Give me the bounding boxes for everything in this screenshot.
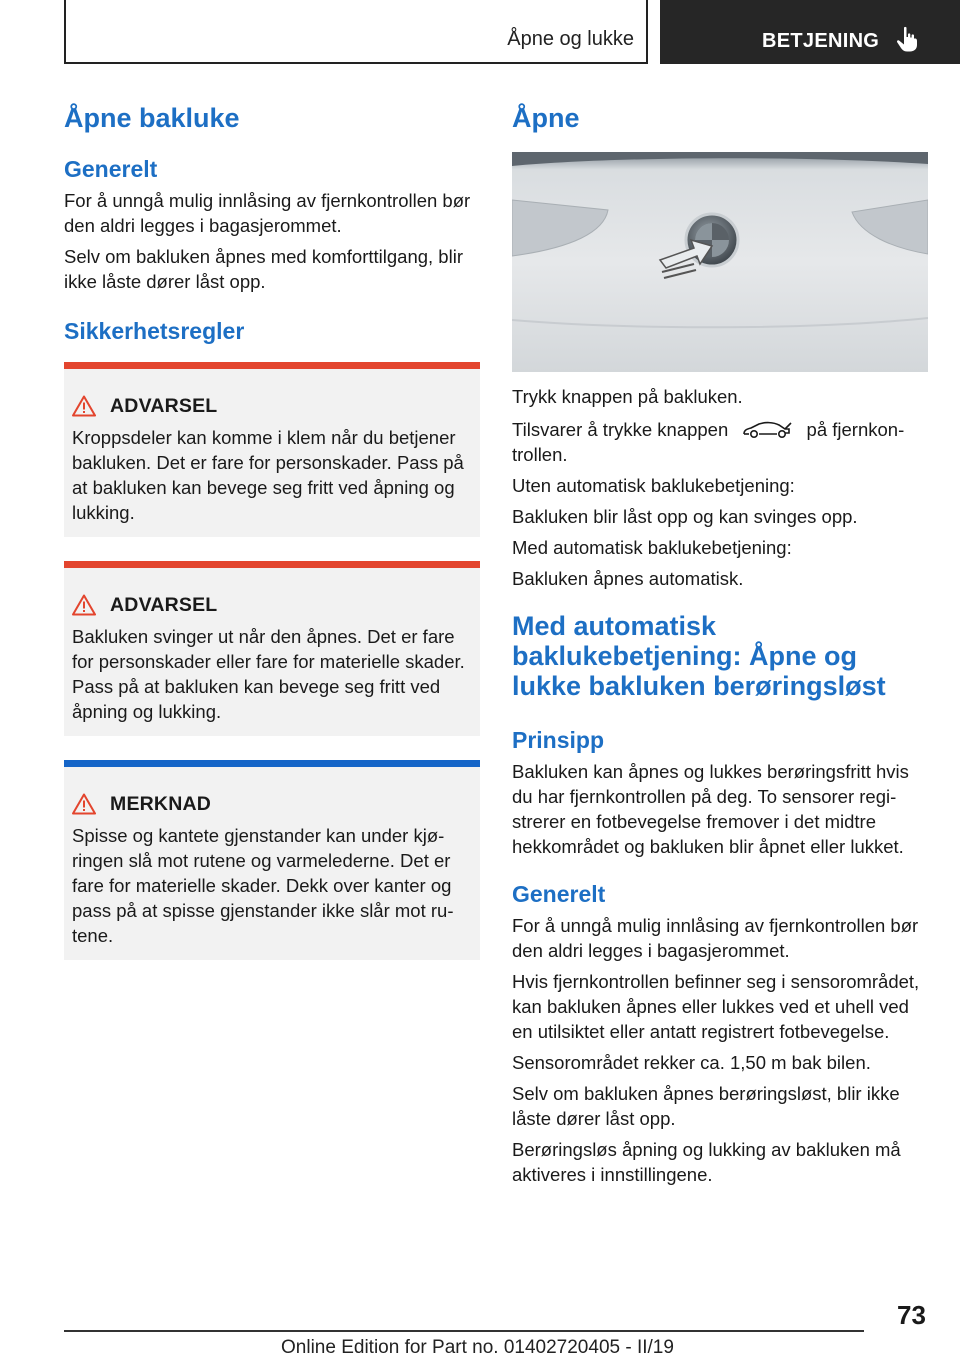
warning-triangle-icon (72, 594, 96, 616)
warning-triangle-icon (72, 395, 96, 417)
footer-edition: Online Edition for Part no. 01402720405 - II/19 (281, 1337, 674, 1358)
left-column (64, 100, 480, 960)
caution-triangle-icon (72, 793, 96, 815)
right-column (512, 100, 928, 1193)
generelt-paragraph-1: For å unngå mulig innlåsing av fjernkontrollen bør den aldri legges i bagasjerommet. (64, 190, 471, 236)
notice-text: Spisse og kantete gjenstander kan under kjøringen slå mot rutene og varmelederne. Det er fare for materielle skader. Dekk over kanter og pass på at spisse gjenstander ikke slår mot rutene. (72, 825, 454, 946)
open-paragraph-4: Bakluken blir låst opp og kan svinges opp. (512, 506, 858, 527)
hand-pointer-icon (896, 26, 918, 52)
open-paragraph-3: Uten automatisk baklukebetjening: (512, 475, 795, 496)
generelt2-paragraph-2: Hvis fjernkontrollen befinner seg i sensorområdet, kan bakluken åpnes eller lukkes ved et uhell ved en utilsiktet eller antatt registrert fotbevegelse. (512, 971, 920, 1042)
open-paragraph-2 (512, 417, 928, 467)
generelt2-paragraph-4: Selv om bakluken åpnes berøringsløst, blir ikke låste dører låst opp. (512, 1083, 900, 1129)
prinsipp-paragraph: Bakluken kan åpnes og lukkes berøringsfritt hvis du har fjernkontrollen på deg. To sensorer registrerer en fotbevegelse fremover i det midtre hekkområdet og bakluken blir åpnet eller lukket. (512, 761, 909, 857)
prinsipp-heading: Prinsipp (512, 727, 605, 753)
generelt2-paragraph-5: Berøringsløs åpning og lukking av bakluken må aktiveres i innstillingene. (512, 1139, 901, 1185)
generelt-heading: Generelt (64, 156, 158, 182)
header-chapter-title: BETJENING (762, 30, 880, 52)
generelt-paragraph-2: Selv om bakluken åpnes med komforttilgang, blir ikke låste dører låst opp. (64, 246, 463, 292)
info-notice (64, 760, 480, 960)
page-title: Åpne bakluke (64, 103, 240, 133)
warning-bar (64, 362, 480, 369)
generelt2-paragraph-3: Sensorområdet rekker ca. 1,50 m bak bilen. (512, 1052, 871, 1073)
open-paragraph-5: Med automatisk baklukebetjening: (512, 537, 792, 558)
open-title: Åpne (512, 103, 580, 133)
open-paragraph-2-end: på fjernkontrollen. (512, 419, 905, 465)
notice-header (64, 767, 480, 819)
generelt2-paragraph-1: For å unngå mulig innlåsing av fjernkontrollen bør den aldri legges i bagasjerommet. (512, 915, 919, 961)
notice-text: Bakluken svinger ut når den åpnes. Det er fare for personskader eller fare for materielle skader. Pass på at bakluken kan bevege seg fritt ved åpning og lukking. (72, 626, 465, 722)
car-tailgate-key-icon (741, 420, 793, 440)
touchless-title: Med automatisk baklukebetjening: Åpne og lukke bakluken berøringsløst (512, 611, 886, 701)
notice-header (64, 369, 480, 421)
tailgate-button-photo (512, 152, 928, 372)
header-section-title: Åpne og lukke (507, 28, 634, 50)
info-bar (64, 760, 480, 767)
notice-label: ADVARSEL (110, 394, 218, 417)
page-number: 73 (897, 1300, 926, 1330)
notice-label: ADVARSEL (110, 593, 218, 616)
footer-divider (64, 1330, 864, 1332)
safety-heading: Sikkerhetsregler (64, 318, 245, 344)
generelt-heading-2: Generelt (512, 881, 606, 907)
warning-notice-1 (64, 362, 480, 537)
warning-notice-2 (64, 561, 480, 736)
header-chapter-box (660, 0, 960, 64)
notice-label: MERKNAD (110, 792, 212, 815)
open-paragraph-1: Trykk knappen på bakluken. (512, 386, 743, 407)
header-section-box (64, 0, 648, 64)
open-paragraph-6: Bakluken åpnes automatisk. (512, 568, 744, 589)
notice-header (64, 568, 480, 620)
notice-text: Kroppsdeler kan komme i klem når du betjener bakluken. Det er fare for personskader. Pass på at bakluken kan bevege seg fritt ved åpning og lukking. (72, 427, 464, 523)
warning-bar (64, 561, 480, 568)
open-paragraph-2-start: Tilsvarer å trykke knappen (512, 419, 729, 440)
